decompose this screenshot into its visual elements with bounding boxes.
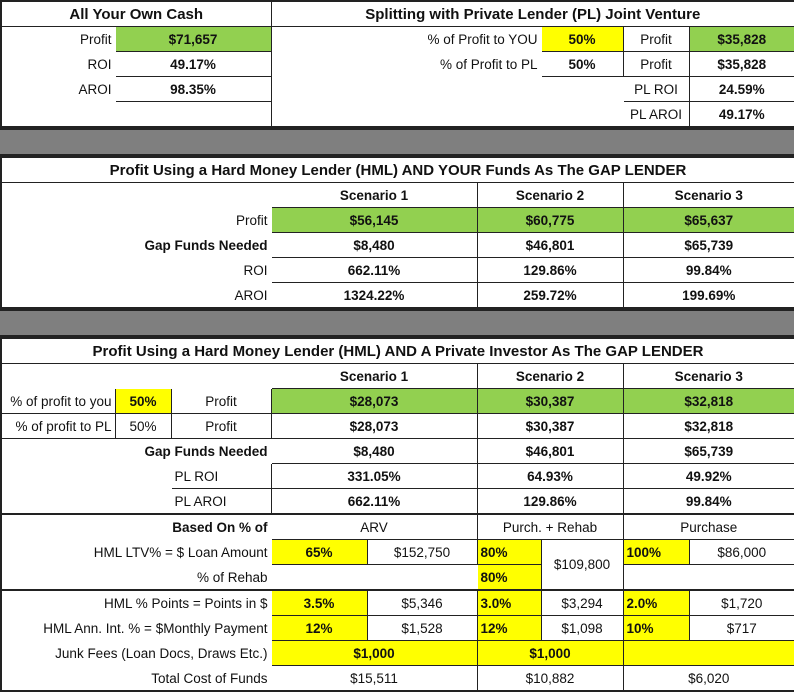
total-cost-s2: $10,882 — [477, 666, 623, 692]
roi-s2[interactable]: 129.86% — [477, 258, 623, 283]
pi-pl-roi-s1[interactable]: 331.05% — [271, 464, 477, 489]
total-cost-label: Total Cost of Funds — [151, 670, 268, 686]
points-label: HML % Points = Points in $ — [104, 595, 268, 611]
points-amount-s3[interactable]: $1,720 — [689, 590, 794, 616]
pi-profit-label-2: Profit — [171, 414, 271, 439]
pl-aroi-label: PL AROI — [623, 102, 689, 128]
pi-profit-you-s2[interactable]: $30,387 — [477, 389, 623, 414]
pi-profit-you-s3[interactable]: $32,818 — [623, 389, 794, 414]
interest-payment-s1[interactable]: $1,528 — [367, 616, 477, 641]
aroi-s2[interactable]: 259.72% — [477, 283, 623, 309]
empty-cell — [1, 464, 171, 489]
interest-payment-s3[interactable]: $717 — [689, 616, 794, 641]
roi-s1[interactable]: 662.11% — [271, 258, 477, 283]
junk-fees-s2[interactable]: $1,000 — [477, 641, 623, 666]
empty-cell — [623, 565, 794, 591]
aroi-s3[interactable]: 199.69% — [623, 283, 794, 309]
pi-gap-s2[interactable]: $46,801 — [477, 439, 623, 464]
rehab-pct-s2[interactable]: 80% — [477, 565, 541, 591]
pl-profit-pl[interactable]: $35,828 — [689, 52, 794, 77]
pi-pl-roi-s3[interactable]: 49.92% — [623, 464, 794, 489]
pi-gap-s3[interactable]: $65,739 — [623, 439, 794, 464]
empty-cell — [1, 489, 171, 515]
pi-gap-s1[interactable]: $8,480 — [271, 439, 477, 464]
profit-s3[interactable]: $65,637 — [623, 208, 794, 233]
pi-pl-roi-label: PL ROI — [171, 464, 271, 489]
pi-profit-pl-s3[interactable]: $32,818 — [623, 414, 794, 439]
own-roi-value[interactable]: 49.17% — [115, 52, 271, 77]
empty-cell — [271, 102, 623, 128]
points-pct-s2[interactable]: 3.0% — [477, 590, 541, 616]
pi-you-label: % of profit to you — [1, 389, 115, 414]
section-divider — [0, 128, 794, 156]
pi-profit-label: Profit — [171, 389, 271, 414]
pl-you-label: % of Profit to YOU — [427, 31, 538, 47]
rehab-label: % of Rehab — [196, 569, 268, 585]
own-cash-title: All Your Own Cash — [1, 1, 271, 27]
basis-arv: ARV — [271, 514, 477, 540]
empty-cell — [271, 565, 477, 591]
ltv-label: HML LTV% = $ Loan Amount — [93, 544, 268, 560]
interest-pct-s3[interactable]: 10% — [623, 616, 689, 641]
own-profit-label: Profit — [79, 31, 112, 47]
aroi-label: AROI — [234, 287, 268, 303]
interest-pct-s1[interactable]: 12% — [271, 616, 367, 641]
pl-jv-title: Splitting with Private Lender (PL) Joint Venture — [271, 1, 794, 27]
points-amount-s2[interactable]: $3,294 — [541, 590, 623, 616]
hml-private-investor-section — [0, 337, 794, 692]
ltv-amount-s3[interactable]: $86,000 — [689, 540, 794, 565]
empty-cell — [271, 77, 623, 102]
scenario-2-header: Scenario 2 — [477, 183, 623, 208]
points-amount-s1[interactable]: $5,346 — [367, 590, 477, 616]
junk-fees-s1[interactable]: $1,000 — [271, 641, 477, 666]
scenario-2-header: Scenario 2 — [477, 364, 623, 389]
points-pct-s3[interactable]: 2.0% — [623, 590, 689, 616]
interest-label: HML Ann. Int. % = $Monthly Payment — [43, 620, 268, 636]
gap-funds-label: Gap Funds Needed — [144, 237, 268, 253]
empty-cell — [1, 364, 271, 389]
pl-pl-label: % of Profit to PL — [439, 56, 538, 72]
profit-s1[interactable]: $56,145 — [271, 208, 477, 233]
scenario-1-header: Scenario 1 — [271, 364, 477, 389]
hml-pi-title: Profit Using a Hard Money Lender (HML) AND A Private Investor As The GAP LENDER — [1, 338, 794, 364]
roi-label: ROI — [243, 262, 268, 278]
basis-purchase: Purchase — [623, 514, 794, 540]
pi-pl-label: % of profit to PL — [1, 414, 115, 439]
pl-roi-label: PL ROI — [623, 77, 689, 102]
profit-label: Profit — [235, 212, 268, 228]
roi-s3[interactable]: 99.84% — [623, 258, 794, 283]
total-cost-s1: $15,511 — [271, 666, 477, 692]
gap-s1[interactable]: $8,480 — [271, 233, 477, 258]
interest-pct-s2[interactable]: 12% — [477, 616, 541, 641]
pi-pl-aroi-s2[interactable]: 129.86% — [477, 489, 623, 515]
summary-section — [0, 0, 794, 128]
pl-profit-label-2: Profit — [623, 52, 689, 77]
pl-profit-label: Profit — [623, 27, 689, 52]
pi-pl-aroi-s3[interactable]: 99.84% — [623, 489, 794, 515]
own-roi-label: ROI — [87, 56, 112, 72]
ltv-pct-s1[interactable]: 65% — [271, 540, 367, 565]
scenario-3-header: Scenario 3 — [623, 183, 794, 208]
own-aroi-value[interactable]: 98.35% — [115, 77, 271, 102]
aroi-s1[interactable]: 1324.22% — [271, 283, 477, 309]
pl-pl-pct[interactable]: 50% — [541, 52, 623, 77]
pi-pl-roi-s2[interactable]: 64.93% — [477, 464, 623, 489]
ltv-amount-s1[interactable]: $152,750 — [367, 540, 477, 565]
pi-you-pct[interactable]: 50% — [115, 389, 171, 414]
pi-pl-pct[interactable]: 50% — [115, 414, 171, 439]
total-cost-s3: $6,020 — [623, 666, 794, 692]
own-profit-value[interactable]: $71,657 — [115, 27, 271, 52]
interest-payment-s2[interactable]: $1,098 — [541, 616, 623, 641]
pi-profit-pl-s2[interactable]: $30,387 — [477, 414, 623, 439]
pl-profit-you[interactable]: $35,828 — [689, 27, 794, 52]
pi-pl-aroi-label: PL AROI — [171, 489, 271, 515]
pi-pl-aroi-s1[interactable]: 662.11% — [271, 489, 477, 515]
hml-own-title: Profit Using a Hard Money Lender (HML) AND YOUR Funds As The GAP LENDER — [1, 157, 794, 183]
junk-fees-s3[interactable] — [623, 641, 794, 666]
points-pct-s1[interactable]: 3.5% — [271, 590, 367, 616]
empty-cell — [1, 183, 271, 208]
based-on-label: Based On % of — [172, 519, 268, 535]
pl-roi-value[interactable]: 24.59% — [689, 77, 794, 102]
scenario-3-header: Scenario 3 — [623, 364, 794, 389]
profit-s2[interactable]: $60,775 — [477, 208, 623, 233]
ltv-amount-s2[interactable]: $109,800 — [541, 540, 623, 591]
pl-you-pct[interactable]: 50% — [541, 27, 623, 52]
gap-s2[interactable]: $46,801 — [477, 233, 623, 258]
gap-s3[interactable]: $65,739 — [623, 233, 794, 258]
hml-own-funds-section — [0, 156, 794, 309]
empty-cell — [1, 102, 271, 128]
junk-fees-label: Junk Fees (Loan Docs, Draws Etc.) — [55, 645, 268, 661]
basis-purch-rehab: Purch. + Rehab — [477, 514, 623, 540]
pi-profit-you-s1[interactable]: $28,073 — [271, 389, 477, 414]
ltv-pct-s2[interactable]: 80% — [477, 540, 541, 565]
section-divider — [0, 309, 794, 337]
ltv-pct-s3[interactable]: 100% — [623, 540, 689, 565]
own-aroi-label: AROI — [78, 81, 112, 97]
pl-aroi-value[interactable]: 49.17% — [689, 102, 794, 128]
pi-gap-label: Gap Funds Needed — [144, 443, 268, 459]
pi-profit-pl-s1[interactable]: $28,073 — [271, 414, 477, 439]
scenario-1-header: Scenario 1 — [271, 183, 477, 208]
